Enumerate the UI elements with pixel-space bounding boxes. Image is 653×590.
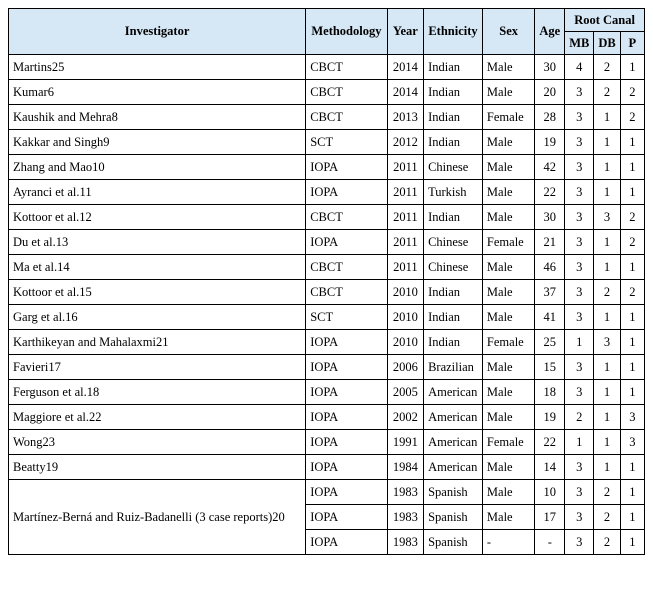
cell-age: 25	[535, 330, 565, 355]
cell-methodology: IOPA	[306, 230, 387, 255]
cell-age: 21	[535, 230, 565, 255]
cell-p: 1	[620, 530, 644, 555]
cell-investigator: Ma et al.14	[9, 255, 306, 280]
cell-mb: 3	[565, 155, 594, 180]
cell-year: 1983	[387, 480, 423, 505]
cell-year: 2002	[387, 405, 423, 430]
cell-age: 17	[535, 505, 565, 530]
cell-ethnicity: Indian	[424, 105, 483, 130]
cell-ethnicity: Chinese	[424, 255, 483, 280]
cell-db: 1	[594, 130, 620, 155]
cell-investigator: Beatty19	[9, 455, 306, 480]
cell-mb: 3	[565, 355, 594, 380]
cell-investigator: Martínez-Berná and Ruiz-Badanelli (3 case reports)20	[9, 480, 306, 555]
cell-db: 2	[594, 280, 620, 305]
cell-methodology: CBCT	[306, 255, 387, 280]
cell-ethnicity: Indian	[424, 330, 483, 355]
cell-age: 15	[535, 355, 565, 380]
cell-db: 2	[594, 530, 620, 555]
cell-year: 1991	[387, 430, 423, 455]
cell-age: 18	[535, 380, 565, 405]
cell-investigator: Kakkar and Singh9	[9, 130, 306, 155]
cell-p: 1	[620, 155, 644, 180]
cell-sex: Female	[482, 430, 534, 455]
cell-sex: Male	[482, 255, 534, 280]
cell-year: 2011	[387, 230, 423, 255]
cell-mb: 3	[565, 230, 594, 255]
cell-age: 14	[535, 455, 565, 480]
cell-db: 1	[594, 405, 620, 430]
cell-investigator: Kumar6	[9, 80, 306, 105]
cell-age: 19	[535, 405, 565, 430]
cell-ethnicity: Indian	[424, 305, 483, 330]
table-row	[9, 280, 645, 305]
cell-investigator: Du et al.13	[9, 230, 306, 255]
cell-age: 30	[535, 205, 565, 230]
cell-methodology: CBCT	[306, 205, 387, 230]
cell-methodology: IOPA	[306, 180, 387, 205]
cell-ethnicity: American	[424, 430, 483, 455]
table-row	[9, 205, 645, 230]
cell-investigator: Martins25	[9, 55, 306, 80]
cell-p: 3	[620, 430, 644, 455]
cell-mb: 2	[565, 405, 594, 430]
cell-ethnicity: Chinese	[424, 230, 483, 255]
cell-db: 1	[594, 230, 620, 255]
cell-mb: 1	[565, 330, 594, 355]
cell-mb: 1	[565, 430, 594, 455]
cell-year: 2011	[387, 180, 423, 205]
cell-sex: Male	[482, 480, 534, 505]
cell-sex: Male	[482, 305, 534, 330]
cell-methodology: SCT	[306, 305, 387, 330]
table-row	[9, 480, 645, 505]
cell-db: 1	[594, 105, 620, 130]
cell-db: 1	[594, 155, 620, 180]
cell-ethnicity: Turkish	[424, 180, 483, 205]
header-p: P	[620, 32, 644, 55]
cell-p: 1	[620, 130, 644, 155]
cell-sex: Male	[482, 405, 534, 430]
cell-p: 2	[620, 280, 644, 305]
cell-ethnicity: Indian	[424, 55, 483, 80]
cell-sex: Female	[482, 230, 534, 255]
cell-methodology: CBCT	[306, 80, 387, 105]
cell-p: 1	[620, 380, 644, 405]
cell-sex: Male	[482, 80, 534, 105]
table-row	[9, 255, 645, 280]
cell-mb: 3	[565, 105, 594, 130]
cell-db: 1	[594, 180, 620, 205]
cell-ethnicity: Indian	[424, 130, 483, 155]
cell-age: 46	[535, 255, 565, 280]
cell-methodology: CBCT	[306, 280, 387, 305]
cell-p: 2	[620, 105, 644, 130]
cell-investigator: Maggiore et al.22	[9, 405, 306, 430]
cell-year: 2011	[387, 255, 423, 280]
table-row	[9, 230, 645, 255]
cell-db: 2	[594, 505, 620, 530]
header-root-canal: Root Canal	[565, 9, 645, 32]
cell-mb: 3	[565, 80, 594, 105]
cell-investigator: Ferguson et al.18	[9, 380, 306, 405]
cell-db: 2	[594, 480, 620, 505]
cell-investigator: Kaushik and Mehra8	[9, 105, 306, 130]
header-db: DB	[594, 32, 620, 55]
cell-sex: Female	[482, 105, 534, 130]
table-row	[9, 455, 645, 480]
cell-age: 28	[535, 105, 565, 130]
cell-mb: 3	[565, 530, 594, 555]
cell-methodology: IOPA	[306, 480, 387, 505]
cell-investigator: Ayranci et al.11	[9, 180, 306, 205]
cell-mb: 3	[565, 455, 594, 480]
header-investigator: Investigator	[9, 9, 306, 55]
cell-age: 22	[535, 180, 565, 205]
cell-age: 37	[535, 280, 565, 305]
cell-methodology: CBCT	[306, 105, 387, 130]
cell-methodology: IOPA	[306, 455, 387, 480]
cell-p: 1	[620, 330, 644, 355]
cell-year: 2010	[387, 305, 423, 330]
cell-p: 2	[620, 205, 644, 230]
cell-investigator: Zhang and Mao10	[9, 155, 306, 180]
table-row	[9, 330, 645, 355]
cell-year: 2013	[387, 105, 423, 130]
header-mb: MB	[565, 32, 594, 55]
cell-year: 2014	[387, 55, 423, 80]
cell-ethnicity: Brazilian	[424, 355, 483, 380]
cell-methodology: IOPA	[306, 330, 387, 355]
cell-ethnicity: Indian	[424, 80, 483, 105]
cell-mb: 3	[565, 255, 594, 280]
cell-year: 1984	[387, 455, 423, 480]
header-methodology: Methodology	[306, 9, 387, 55]
cell-mb: 3	[565, 205, 594, 230]
cell-year: 1983	[387, 530, 423, 555]
cell-db: 1	[594, 305, 620, 330]
cell-methodology: CBCT	[306, 55, 387, 80]
cell-mb: 3	[565, 130, 594, 155]
table-row	[9, 305, 645, 330]
cell-year: 2006	[387, 355, 423, 380]
cell-p: 1	[620, 480, 644, 505]
cell-year: 2011	[387, 205, 423, 230]
cell-p: 1	[620, 255, 644, 280]
cell-db: 1	[594, 455, 620, 480]
cell-age: 42	[535, 155, 565, 180]
cell-age: 22	[535, 430, 565, 455]
table-row	[9, 55, 645, 80]
cell-ethnicity: Indian	[424, 205, 483, 230]
cell-db: 1	[594, 355, 620, 380]
table-row	[9, 405, 645, 430]
cell-investigator: Kottoor et al.15	[9, 280, 306, 305]
table-row	[9, 380, 645, 405]
cell-methodology: IOPA	[306, 430, 387, 455]
cell-mb: 3	[565, 380, 594, 405]
table-row	[9, 130, 645, 155]
cell-p: 1	[620, 355, 644, 380]
header-sex: Sex	[482, 9, 534, 55]
header-ethnicity: Ethnicity	[424, 9, 483, 55]
cell-sex: Male	[482, 380, 534, 405]
cell-p: 3	[620, 405, 644, 430]
cell-investigator: Kottoor et al.12	[9, 205, 306, 230]
cell-ethnicity: Chinese	[424, 155, 483, 180]
cell-sex: Male	[482, 205, 534, 230]
cell-ethnicity: Spanish	[424, 480, 483, 505]
cell-mb: 3	[565, 505, 594, 530]
cell-mb: 3	[565, 480, 594, 505]
case-reports-table	[8, 8, 645, 555]
cell-sex: -	[482, 530, 534, 555]
cell-ethnicity: American	[424, 380, 483, 405]
cell-sex: Male	[482, 155, 534, 180]
cell-ethnicity: Spanish	[424, 530, 483, 555]
cell-mb: 3	[565, 180, 594, 205]
cell-p: 1	[620, 180, 644, 205]
cell-year: 1983	[387, 505, 423, 530]
cell-year: 2010	[387, 280, 423, 305]
cell-sex: Male	[482, 55, 534, 80]
header-year: Year	[387, 9, 423, 55]
cell-sex: Male	[482, 505, 534, 530]
cell-db: 1	[594, 380, 620, 405]
cell-mb: 3	[565, 305, 594, 330]
cell-p: 1	[620, 455, 644, 480]
table-row	[9, 180, 645, 205]
cell-year: 2010	[387, 330, 423, 355]
cell-db: 3	[594, 205, 620, 230]
cell-year: 2011	[387, 155, 423, 180]
cell-sex: Male	[482, 355, 534, 380]
cell-ethnicity: American	[424, 455, 483, 480]
cell-ethnicity: American	[424, 405, 483, 430]
cell-age: 20	[535, 80, 565, 105]
cell-age: 30	[535, 55, 565, 80]
cell-sex: Female	[482, 330, 534, 355]
cell-db: 1	[594, 255, 620, 280]
table-row	[9, 355, 645, 380]
table-row	[9, 105, 645, 130]
cell-sex: Male	[482, 455, 534, 480]
cell-p: 1	[620, 55, 644, 80]
cell-db: 2	[594, 80, 620, 105]
cell-sex: Male	[482, 280, 534, 305]
cell-methodology: IOPA	[306, 405, 387, 430]
cell-mb: 4	[565, 55, 594, 80]
cell-p: 1	[620, 305, 644, 330]
cell-investigator: Karthikeyan and Mahalaxmi21	[9, 330, 306, 355]
cell-p: 2	[620, 230, 644, 255]
cell-db: 1	[594, 430, 620, 455]
cell-methodology: IOPA	[306, 530, 387, 555]
table-row	[9, 430, 645, 455]
cell-year: 2014	[387, 80, 423, 105]
table-row	[9, 155, 645, 180]
cell-sex: Male	[482, 180, 534, 205]
cell-db: 2	[594, 55, 620, 80]
cell-ethnicity: Indian	[424, 280, 483, 305]
header-age: Age	[535, 9, 565, 55]
cell-age: 41	[535, 305, 565, 330]
cell-methodology: IOPA	[306, 380, 387, 405]
cell-methodology: IOPA	[306, 505, 387, 530]
cell-p: 2	[620, 80, 644, 105]
cell-investigator: Favieri17	[9, 355, 306, 380]
cell-methodology: IOPA	[306, 155, 387, 180]
cell-year: 2012	[387, 130, 423, 155]
cell-year: 2005	[387, 380, 423, 405]
cell-investigator: Wong23	[9, 430, 306, 455]
cell-ethnicity: Spanish	[424, 505, 483, 530]
cell-methodology: IOPA	[306, 355, 387, 380]
cell-methodology: SCT	[306, 130, 387, 155]
cell-p: 1	[620, 505, 644, 530]
cell-sex: Male	[482, 130, 534, 155]
table-row	[9, 80, 645, 105]
cell-mb: 3	[565, 280, 594, 305]
cell-investigator: Garg et al.16	[9, 305, 306, 330]
cell-age: 10	[535, 480, 565, 505]
cell-age: -	[535, 530, 565, 555]
cell-age: 19	[535, 130, 565, 155]
cell-db: 3	[594, 330, 620, 355]
table-body	[9, 55, 645, 555]
